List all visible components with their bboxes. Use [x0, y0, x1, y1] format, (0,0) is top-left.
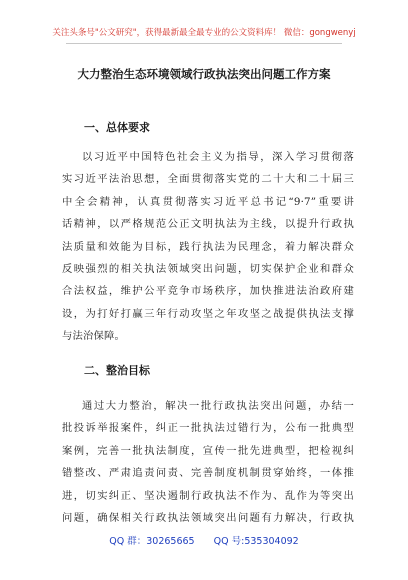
- section-heading-overall-requirements: 一、总体要求: [84, 121, 150, 134]
- header-banner: 关注头条号"公文研究"，获得最新最全最专业的公文资料库！ 微信：gongwenyj: [52, 28, 356, 38]
- footer-qq-number: QQ 号:535304092: [213, 536, 299, 547]
- text-line: 话精神，以严格规范公正文明执法为主线，以提升行政执: [62, 218, 354, 231]
- text-line: 通过大力整治，解决一批行政执法突出问题，办结一: [82, 400, 354, 412]
- text-line: 合法权益，维护公平竞争市场秩序，加快推进法治政府建: [62, 285, 354, 298]
- text-line: 与法治保障。: [62, 330, 125, 343]
- document-title: 大力整治生态环境领域行政执法突出问题工作方案: [77, 67, 331, 81]
- text-line: 以习近平中国特色社会主义为指导，深入学习贯彻落: [82, 151, 354, 163]
- text-line: 批投诉举报案件，纠正一批执法过错行为，公布一批典型: [62, 422, 354, 435]
- text-line: 进，切实纠正、坚决遏制行政执法不作为、乱作为等突出: [62, 489, 354, 502]
- text-line: 问题，确保相关行政执法领域突出问题有力解决，行政执: [62, 511, 354, 524]
- text-line: 实习近平法治思想，全面贯彻落实党的二十大和二十届三: [62, 173, 354, 186]
- section-heading-remediation-goals: 二、整治目标: [84, 364, 150, 377]
- header-divider: [66, 43, 342, 44]
- footer-qq-group: QQ 群：30265665: [109, 536, 195, 547]
- text-line: 案例，完善一批执法制度，宣传一批先进典型，把检视纠: [62, 444, 354, 457]
- section-body-remediation-goals: [62, 395, 354, 529]
- footer-contact: [0, 533, 408, 547]
- section-body-overall-requirements: [62, 146, 354, 348]
- text-line: 中全会精神，认真贯彻落实习近平总书记“9·7”重要讲: [62, 195, 354, 208]
- text-line: 反映强烈的相关执法领域突出问题，切实保护企业和群众: [62, 262, 354, 275]
- text-line: 法质量和效能为目标，践行执法为民理念，着力解决群众: [62, 240, 354, 253]
- text-line: 错整改、严肃追责问责、完善制度机制贯穿始终，一体推: [62, 467, 354, 480]
- text-line: 设，为打好打赢三年行动攻坚之年攻坚之战提供执法支撑: [62, 307, 354, 320]
